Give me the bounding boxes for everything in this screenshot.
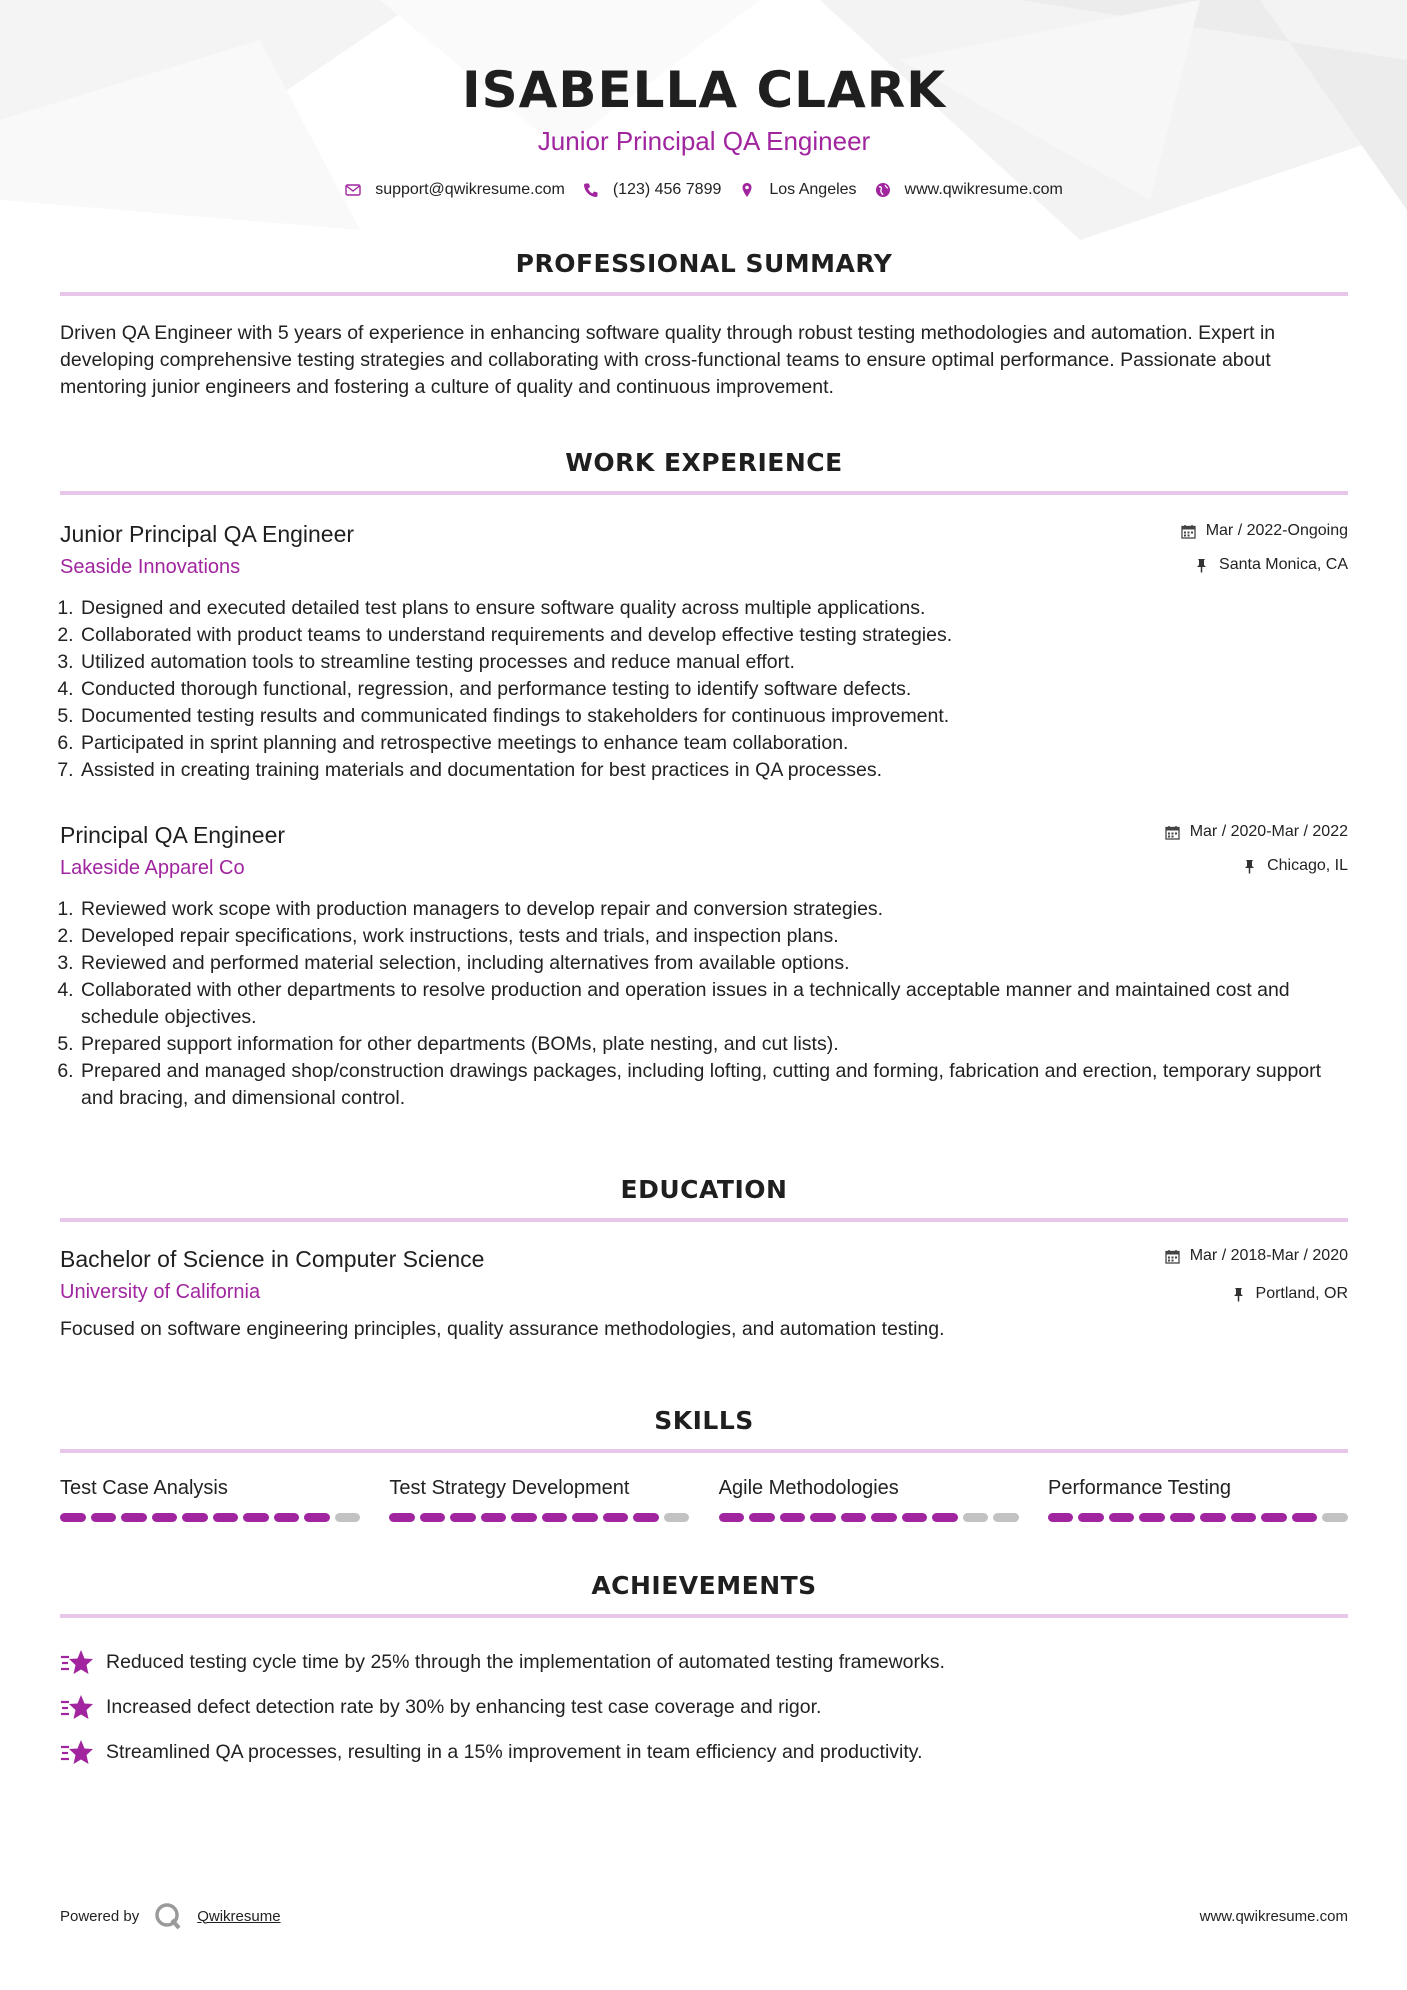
skill-segment-filled	[932, 1513, 958, 1522]
job-dates	[1165, 820, 1348, 844]
skill-segment-filled	[1231, 1513, 1257, 1522]
qwikresume-link[interactable]: Qwikresume	[197, 1907, 281, 1925]
skill-segment-filled	[572, 1513, 598, 1522]
skill-segment-filled	[1109, 1513, 1135, 1522]
skill-segment-filled	[1078, 1513, 1104, 1522]
skill-segment-filled	[719, 1513, 745, 1522]
job-title: Principal QA Engineer	[60, 822, 286, 848]
footer-website[interactable]: www.qwikresume.com	[1199, 1907, 1348, 1925]
skill-segment-filled	[243, 1513, 269, 1522]
skill-segment-filled	[902, 1513, 928, 1522]
skill-segment-filled	[1048, 1513, 1074, 1522]
job-bullets	[60, 896, 1348, 1112]
achievement-item	[60, 1640, 1348, 1685]
phone-icon	[583, 182, 599, 198]
skill-segment-filled	[420, 1513, 446, 1522]
skill-segment-filled	[274, 1513, 300, 1522]
degree-title: Bachelor of Science in Computer Science	[60, 1246, 485, 1272]
pushpin-icon	[1242, 859, 1257, 874]
job-bullets	[60, 595, 1348, 784]
job-bullet: 2. Developed repair specifications, work instructions, tests and trials, and inspection plans.	[79, 923, 1348, 950]
job-bullet: 5. Documented testing results and communicated findings to stakeholders for continuous improvement.	[79, 703, 1348, 730]
skill-segment-empty	[664, 1513, 690, 1522]
job-bullet: 6. Prepared and managed shop/construction drawings packages, including lofting, cutting and forming, fabrication and erection, temporary support and bracing, and dimensional control.	[79, 1058, 1348, 1112]
powered-by	[60, 1901, 281, 1931]
skill-level-bar	[719, 1513, 1019, 1522]
job-meta	[1181, 519, 1348, 577]
school-name: University of California	[60, 1281, 261, 1303]
job-company: Lakeside Apparel Co	[60, 857, 245, 879]
skill-segment-filled	[1139, 1513, 1165, 1522]
section-divider	[60, 1218, 1348, 1222]
resume-header	[60, 0, 1348, 202]
pushpin-icon	[1194, 558, 1209, 573]
skill-segment-empty	[335, 1513, 361, 1522]
job-location	[1181, 553, 1348, 577]
education-dates	[1165, 1244, 1348, 1268]
map-pin-icon	[739, 182, 755, 198]
calendar-icon	[1181, 524, 1196, 539]
pushpin-icon	[1231, 1287, 1246, 1302]
job-location-text: Santa Monica, CA	[1219, 556, 1348, 573]
skill-name: Performance Testing	[1047, 1477, 1232, 1499]
star-icon	[60, 1738, 94, 1768]
skill-item	[60, 1475, 360, 1522]
resume-content	[60, 0, 1348, 1775]
globe-icon	[875, 182, 891, 198]
skill-segment-filled	[810, 1513, 836, 1522]
skill-segment-filled	[780, 1513, 806, 1522]
achievements-title: ACHIEVEMENTS	[591, 1571, 817, 1600]
section-divider	[60, 1614, 1348, 1618]
skill-segment-filled	[633, 1513, 659, 1522]
skill-name: Test Case Analysis	[60, 1477, 228, 1499]
job-bullet: 1. Designed and executed detailed test plans to ensure software quality across multiple applications.	[79, 595, 1348, 622]
skill-segment-filled	[389, 1513, 415, 1522]
skills-section	[60, 1405, 1348, 1522]
job-company: Seaside Innovations	[60, 556, 241, 578]
job-bullet: 3. Reviewed and performed material selection, including alternatives from available options.	[79, 950, 1348, 977]
skill-segment-filled	[152, 1513, 178, 1522]
skill-segment-filled	[871, 1513, 897, 1522]
achievements-list	[60, 1640, 1348, 1775]
experience-title: WORK EXPERIENCE	[565, 448, 843, 477]
contact-phone[interactable]	[583, 181, 722, 199]
section-divider	[60, 491, 1348, 495]
summary-title: PROFESSIONAL SUMMARY	[515, 249, 893, 278]
achievements-section	[60, 1570, 1348, 1775]
achievement-text: Reduced testing cycle time by 25% through the implementation of automated testing frameworks.	[106, 1651, 945, 1673]
skill-segment-filled	[121, 1513, 147, 1522]
job-location-text: Chicago, IL	[1267, 857, 1348, 874]
website-text: www.qwikresume.com	[904, 181, 1063, 198]
skill-item	[389, 1475, 689, 1522]
skill-segment-filled	[182, 1513, 208, 1522]
achievement-text: Streamlined QA processes, resulting in a 15% improvement in team efficiency and productivity.	[106, 1741, 923, 1763]
email-text: support@qwikresume.com	[375, 181, 565, 198]
job-entry	[60, 820, 1348, 1112]
skills-title: SKILLS	[654, 1406, 754, 1435]
job-bullet: 4. Collaborated with other departments to resolve production and operation issues in a technically acceptable manner and maintained cost and schedule objectives.	[79, 977, 1348, 1031]
envelope-icon	[345, 182, 361, 198]
contact-location	[739, 181, 856, 199]
skill-segment-filled	[213, 1513, 239, 1522]
skill-segment-filled	[1170, 1513, 1196, 1522]
skill-segment-filled	[603, 1513, 629, 1522]
job-location	[1165, 854, 1348, 878]
education-section	[60, 1174, 1348, 1343]
job-title: Junior Principal QA Engineer	[60, 521, 355, 547]
skill-name: Agile Methodologies	[718, 1477, 899, 1499]
skill-name: Test Strategy Development	[389, 1477, 630, 1499]
skill-segment-filled	[1292, 1513, 1318, 1522]
skill-segment-filled	[304, 1513, 330, 1522]
skill-segment-empty	[993, 1513, 1019, 1522]
job-dates	[1181, 519, 1348, 543]
job-bullet: 4. Conducted thorough functional, regression, and performance testing to identify software defects.	[79, 676, 1348, 703]
skill-segment-filled	[1261, 1513, 1287, 1522]
candidate-name: ISABELLA CLARK	[462, 61, 946, 119]
job-bullet: 5. Prepared support information for other departments (BOMs, plate nesting, and cut lists).	[79, 1031, 1348, 1058]
skill-segment-filled	[450, 1513, 476, 1522]
job-bullet: 3. Utilized automation tools to streamline testing processes and reduce manual effort.	[79, 649, 1348, 676]
powered-by-label: Powered by	[60, 1907, 140, 1925]
job-dates-text: Mar / 2022-Ongoing	[1205, 522, 1348, 539]
skill-segment-filled	[511, 1513, 537, 1522]
experience-section	[60, 447, 1348, 1112]
job-bullet: 6. Participated in sprint planning and retrospective meetings to enhance team collaboration.	[79, 730, 1348, 757]
job-entry	[60, 519, 1348, 784]
achievement-item	[60, 1685, 1348, 1730]
skill-segment-filled	[542, 1513, 568, 1522]
education-meta	[1165, 1244, 1348, 1306]
skills-list	[60, 1475, 1348, 1522]
section-divider	[60, 292, 1348, 296]
contact-website[interactable]	[875, 181, 1063, 199]
skill-segment-filled	[91, 1513, 117, 1522]
skill-segment-filled	[60, 1513, 86, 1522]
job-bullet: 1. Reviewed work scope with production managers to develop repair and conversion strategies.	[79, 896, 1348, 923]
education-title: EDUCATION	[620, 1175, 788, 1204]
section-divider	[60, 1449, 1348, 1453]
skill-segment-empty	[963, 1513, 989, 1522]
location-text: Los Angeles	[769, 181, 857, 198]
education-entry	[60, 1244, 1348, 1343]
job-dates-text: Mar / 2020-Mar / 2022	[1189, 823, 1348, 840]
skill-level-bar	[1048, 1513, 1348, 1522]
achievement-item	[60, 1730, 1348, 1775]
education-dates-text: Mar / 2018-Mar / 2020	[1189, 1247, 1348, 1264]
job-bullet: 2. Collaborated with product teams to understand requirements and develop effective testing strategies.	[79, 622, 1348, 649]
education-description: Focused on software engineering principles, quality assurance methodologies, and automation testing.	[60, 1318, 945, 1340]
skill-item	[1048, 1475, 1348, 1522]
skill-segment-filled	[1200, 1513, 1226, 1522]
skill-segment-filled	[841, 1513, 867, 1522]
skill-level-bar	[389, 1513, 689, 1522]
contact-email[interactable]	[345, 181, 565, 199]
candidate-role: Junior Principal QA Engineer	[537, 126, 871, 156]
skill-segment-empty	[1322, 1513, 1348, 1522]
job-bullet: 7. Assisted in creating training materials and documentation for best practices in QA processes.	[79, 757, 1348, 784]
skill-segment-filled	[481, 1513, 507, 1522]
education-location-text: Portland, OR	[1255, 1285, 1348, 1302]
summary-text: Driven QA Engineer with 5 years of experience in enhancing software quality through robust testing methodologies and automation. Expert in developing comprehensive testing strategies and collaborating with cross-functional teams to ensure optimal performance. Passionate about mentoring junior engineers and fostering a culture of quality and continuous improvement.	[60, 322, 1276, 398]
contact-info	[60, 178, 1348, 202]
calendar-icon	[1165, 825, 1180, 840]
star-icon	[60, 1693, 94, 1723]
summary-section	[60, 248, 1348, 401]
skill-item	[719, 1475, 1019, 1522]
skill-level-bar	[60, 1513, 360, 1522]
star-icon	[60, 1648, 94, 1678]
skill-segment-filled	[749, 1513, 775, 1522]
phone-text: (123) 456 7899	[612, 181, 722, 198]
education-location	[1165, 1282, 1348, 1306]
achievement-text: Increased defect detection rate by 30% by enhancing test case coverage and rigor.	[106, 1696, 822, 1718]
page-footer	[60, 1896, 1348, 1936]
calendar-icon	[1165, 1249, 1180, 1264]
qwikresume-logo-icon	[153, 1901, 183, 1931]
job-meta	[1165, 820, 1348, 878]
